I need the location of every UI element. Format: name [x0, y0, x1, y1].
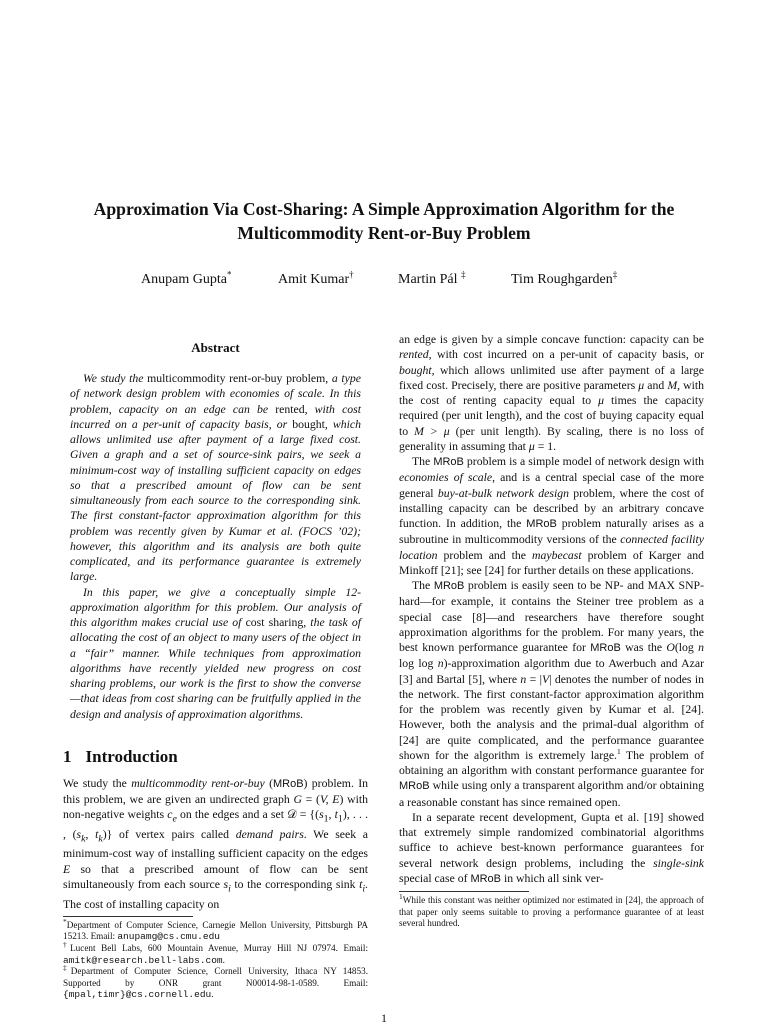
paper-title	[40, 197, 728, 245]
title-line-2: Multicommodity Rent-or-Buy Problem	[237, 223, 531, 243]
footnote-3: ‡Department of Computer Science, Cornell University, Ithaca NY 14853. Supported by ONR grant N00014-98-1-0589. Email: {mpal,timr}@cs.cornell.edu.	[63, 963, 368, 1001]
right-column	[399, 332, 704, 930]
abstract-heading: Abstract	[191, 340, 240, 355]
footnote-rule-right	[399, 891, 529, 892]
author-list	[0, 269, 768, 292]
page-number: 1	[381, 1011, 387, 1025]
author-mark: *	[226, 269, 232, 280]
right-paragraph-2: The MRoB problem is a simple model of network design with economies of scale, and is a central special case of the more general buy-at-bulk network design problem, where the cost of installing capacity can be described by an arbitrary concave function. In addition, the MRoB problem naturally arises as a subroutine in multicommodity versions of the connected facility location problem and the maybecast problem of Karger and Minkoff [21]; see [24] for further details on these applications.	[399, 455, 704, 577]
author-anupam-gupta	[141, 269, 232, 288]
right-paragraph-4: In a separate recent development, Gupta et al. [19] showed that extremely simple randomized combinatorial algorithms suffice to achieve best-known performance guarantees for several network design problems, including the single-sink special case of MRoB in which all sink ver-	[399, 810, 704, 885]
section-heading-introduction	[63, 746, 368, 768]
footnotes-left	[63, 916, 369, 1001]
section-title-text: Introduction	[85, 746, 178, 766]
email-pal-roughgarden: {mpal,timr}@cs.cornell.edu	[63, 989, 212, 1001]
author-name: Amit Kumar	[278, 272, 350, 287]
section-number: 1	[63, 746, 72, 766]
author-name: Martin Pál	[398, 272, 461, 287]
footnotes-right	[399, 891, 704, 930]
author-amit-kumar	[278, 269, 354, 288]
footnote-2: †Lucent Bell Labs, 600 Mountain Avenue, Murray Hill NJ 07974. Email: amitk@research.bell-labs.com.	[63, 939, 369, 966]
author-mark: ‡	[612, 269, 618, 280]
abstract-paragraph-2: In this paper, we give a conceptually simple 12-approximation algorithm for this problem. Our analysis of this algorithm makes crucial use of cost sharing, the task of allocating the cost of an object to many users of the object in a “fair” manner. While techniques from approximation algorithms have recently yielded new progress on cost sharing problems, our work is the first to show the converse—that ideas from cost sharing can be fruitfully applied in the design and analysis of approximation algorithms.	[70, 585, 361, 721]
left-column	[63, 340, 368, 1001]
intro-paragraph-1: We study the multicommodity rent-or-buy (MRoB) problem. In this problem, we are given an undirected graph G = (V, E) with non-negative weights $c_e$ on the edges and a set 𝒟 = {($s_1$, $t_1$), . . . , ($s_k$, $t_k$)} of vertex pairs called demand pairs. We seek a minimum-cost way of installing sufficient capacity on the edges E so that a prescribed amount of flow can be sent simultaneously from each source $s_i$ to the corresponding sink $t_i$. The cost of installing capacity on	[63, 776, 369, 911]
author-tim-roughgarden	[511, 269, 618, 288]
abstract-body	[63, 371, 368, 722]
abstract-paragraph-1: We study the multicommodity rent-or-buy problem, a type of network design problem with economies of scale. In this problem, capacity on an edge can be rented, with cost incurred on a per-unit of capacity basis, or bought, which allows unlimited use after payment of a large fixed cost. Given a graph and a set of source-sink pairs, we seek a minimum-cost way of installing sufficient capacity on edges so that a prescribed amount of flow can be sent simultaneously from each source to the corresponding sink. The first constant-factor approximation algorithm for this problem was recently given by Kumar et al. (FOCS ’02); however, this algorithm and its analysis are both quite complicated, and its performance guarantee is extremely large.	[70, 372, 361, 584]
right-paragraph-3: The MRoB problem is easily seen to be NP- and MAX SNP-hard—for example, it contains the Steiner tree problem as a special case [8]—and researchers have therefore sought approximation algorithms for the problem. For many years, the best known performance guarantee for MRoB was the O(log n log log n)-approximation algorithm due to Awerbuch and Azar [3] and Bartal [5], where n = |V| denotes the number of nodes in the network. The first constant-factor approximation algorithm for the problem was recently given by Kumar et al. [24]. However, both the analysis and the primal-dual algorithm of [24] are quite complicated, and the performance guarantee shown for the algorithm is extremely large.$^1$ The problem of obtaining an algorithm with constant performance guarantee for MRoB while using only a transparent algorithm and/or obtaining a reasonable constant has since remained open.	[399, 579, 704, 809]
right-paragraph-1: an edge is given by a simple concave function: capacity can be rented, with cost incurred on a per-unit of capacity basis, or bought, which allows unlimited use after payment of a large fixed cost. Precisely, there are positive parameters μ and M, with the cost of renting capacity equal to μ times the capacity required (per unit length), and the cost of buying capacity equal to M > μ (per unit length). By scaling, there is no loss of generality in assuming that μ = 1.	[399, 333, 705, 453]
title-line-1: Approximation Via Cost-Sharing: A Simple Approximation Algorithm for the	[93, 199, 675, 219]
footnote-ref-1: 1	[616, 746, 621, 756]
author-mark: ‡	[461, 269, 466, 280]
email-gupta: anupamg@cs.cmu.edu	[117, 931, 220, 943]
footnote-right-1: $^1$While this constant was neither optimized nor estimated in [24], the approach of that paper only seems suitable to proving a performance guarantee of at least several hundred.	[399, 891, 704, 929]
author-name: Tim Roughgarden	[511, 272, 613, 287]
footnote-rule	[63, 916, 193, 917]
author-name: Anupam Gupta	[141, 272, 227, 287]
footnote-1: *Department of Computer Science, Carnegie Mellon University, Pittsburgh PA 15213. Email: anupamg@cs.cmu.edu	[63, 916, 368, 943]
author-mark: †	[349, 269, 354, 280]
email-kumar: amitk@research.bell-labs.com	[63, 954, 223, 966]
author-martin-pal	[398, 269, 466, 288]
